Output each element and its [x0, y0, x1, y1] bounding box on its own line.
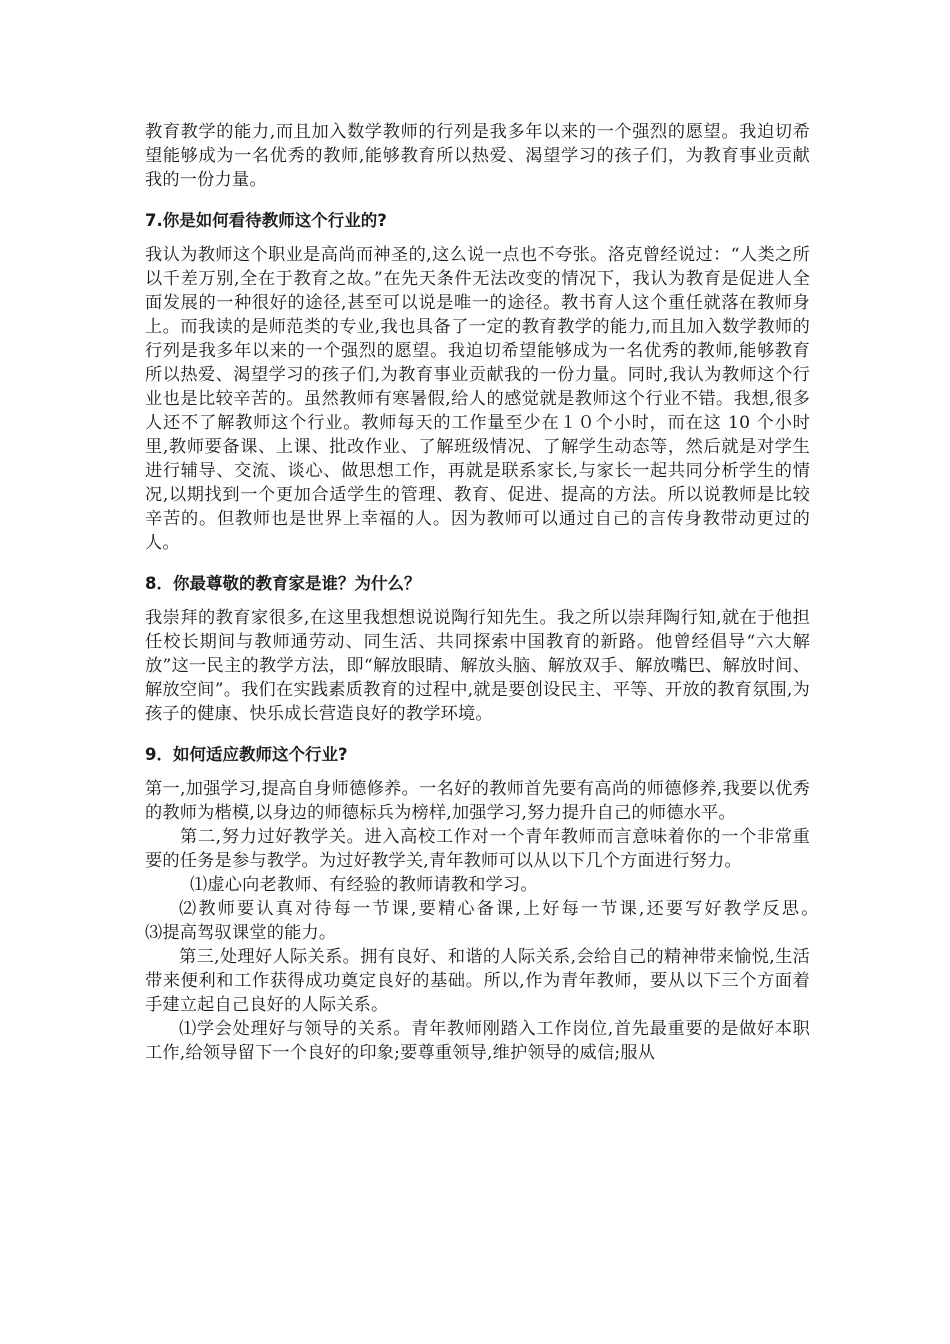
- paragraph-q9-item1: ⑴虚心向老教师、有经验的教师请教和学习。: [190, 875, 538, 895]
- heading-q9: 9．如何适应教师这个行业?: [145, 745, 348, 764]
- paragraph-q9-first: 第一,加强学习,提高自身师德修养。一名好的教师首先要有高尚的师德修养,我要以优秀的教师为楷模,以身边的师德标兵为榜样,加强学习,努力提升自己的师德水平。: [145, 779, 810, 823]
- paragraph-q9-second: 第二,努力过好教学关。进入高校工作对一个青年教师而言意味着你的一个非常重要的任务是参与教学。为过好教学关,青年教师可以从以下几个方面进行努力。: [145, 827, 810, 871]
- paragraph-intro: 教育教学的能力,而且加入数学教师的行列是我多年以来的一个强烈的愿望。我迫切希望能够成为一名优秀的教师,能够教育所以热爱、渴望学习的孩子们，为教育事业贡献我的一份力量。: [145, 122, 810, 190]
- heading-q8: 8．你最尊敬的教育家是谁？为什么？: [145, 574, 421, 593]
- paragraph-q9-item2: ⑵教师要认真对待每一节课,要精心备课,上好每一节课,还要写好教学反思。 ⑶提高驾驭课堂的能力。: [145, 899, 863, 943]
- document-page: [145, 120, 863, 1065]
- paragraph-q8: 我崇拜的教育家很多,在这里我想想说说陶行知先生。我之所以崇拜陶行知,就在于他担任校长期间与教师通劳动、同生活、共同探索中国教育的新路。他曾经倡导“六大解放”这一民主的教学方法，即“解放眼睛、解放头脑、解放双手、解放嘴巴、解放时间、解放空间”。我们在实践素质教育的过程中,就是要创设民主、平等、开放的教育氛围,为孩子的健康、快乐成长营造良好的教学环境。: [145, 608, 810, 724]
- paragraph-q9-third: 第三,处理好人际关系。拥有良好、和谐的人际关系,会给自己的精神带来愉悦,生活带来便利和工作获得成功奠定良好的基础。所以,作为青年教师，要从以下三个方面着手建立起自己良好的人际关系。: [145, 947, 810, 1015]
- heading-q7: 7.你是如何看待教师这个行业的?: [145, 211, 387, 230]
- paragraph-q7: 我认为教师这个职业是高尚而神圣的,这么说一点也不夸张。洛克曾经说过：“人类之所以千差万别,全在于教育之故。”在先天条件无法改变的情况下，我认为教育是促进人全面发展的一种很好的途径,甚至可以说是唯一的途径。教书育人这个重任就落在教师身上。而我读的是师范类的专业,我也具备了一定的教育教学的能力,而且加入数学教师的行列是我多年以来的一个强烈的愿望。我迫切希望能够成为一名优秀的教师,能够教育所以热爱、渴望学习的孩子们,为教育事业贡献我的一份力量。同时,我认为教师这个行业也是比较辛苦的。虽然教师有寒暑假,给人的感觉就是教师这个行业不错。我想,很多人还不了解教师这个行业。教师每天的工作量至少在１０个小时，而在这 10 个小时里,教师要备课、上课、批改作业、了解班级情况、了解学生动态等，然后就是对学生进行辅导、交流、谈心、做思想工作，再就是联系家长,与家长一起共同分析学生的情况,以期找到一个更加合适学生的管理、教育、促进、提高的方法。所以说教师是比较辛苦的。但教师也是世界上幸福的人。因为教师可以通过自己的言传身教带动更过的人。: [145, 245, 810, 553]
- paragraph-q9-relations: ⑴学会处理好与领导的关系。青年教师刚踏入工作岗位,首先最重要的是做好本职工作,给领导留下一个良好的印象;要尊重领导,维护领导的威信;服从: [145, 1019, 810, 1063]
